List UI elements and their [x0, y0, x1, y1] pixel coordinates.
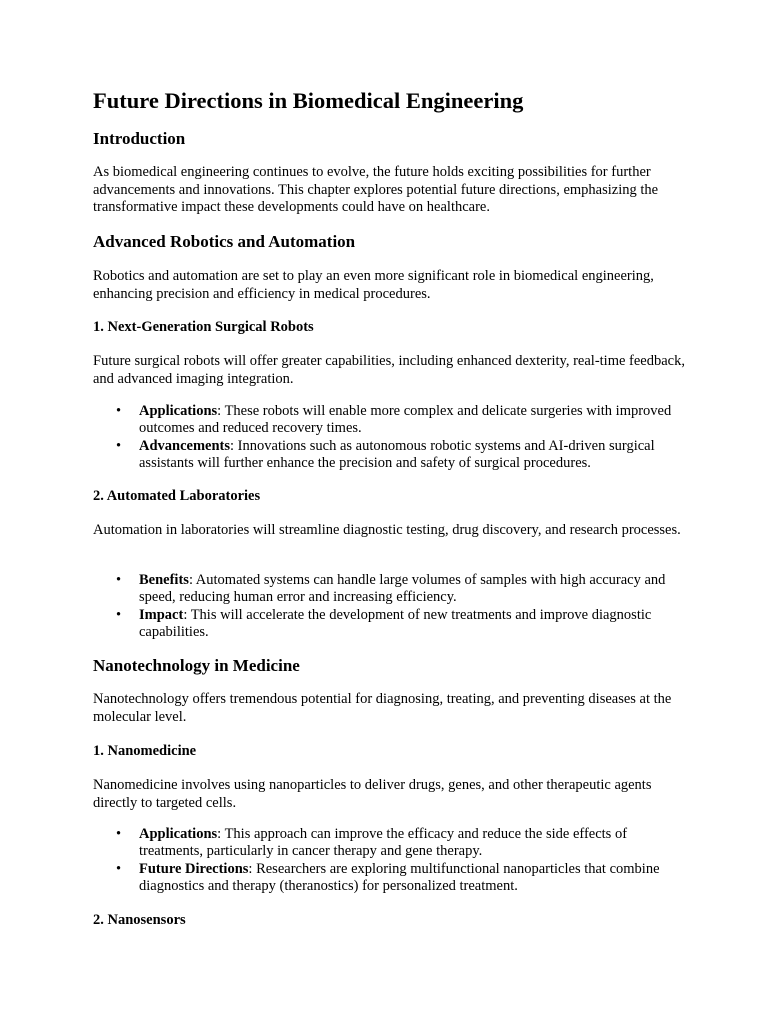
intro-paragraph: As biomedical engineering continues to evolve, the future holds exciting possibilities for further advancements and innovations. This chapter explores potential future directions, emphasizing the transformative impact these developments could have on healthcare. [93, 164, 659, 215]
bullet-icon: • [116, 826, 122, 842]
list-item [93, 861, 693, 895]
bullet-icon: • [116, 607, 122, 623]
list-item-term: Impact [139, 607, 184, 623]
bullet-icon: • [116, 438, 122, 454]
list-item [93, 607, 693, 641]
list-item [93, 572, 693, 606]
list-item-term: Applications [139, 826, 218, 842]
list-item-text: : This will accelerate the development of new treatments and improve diagnostic capabilities. [139, 607, 652, 640]
list-item-text: : This approach can improve the efficacy and reduce the side effects of treatments, particularly in cancer therapy and gene therapy. [139, 826, 628, 859]
list-item-term: Benefits [139, 572, 189, 588]
list-item [93, 438, 693, 472]
bullet-icon: • [116, 403, 122, 419]
bullet-icon: • [116, 572, 122, 588]
list-item-text: : These robots will enable more complex and delicate surgeries with improved outcomes and reduced recovery times. [139, 403, 672, 436]
automated-labs-list [93, 572, 693, 642]
list-item [93, 826, 693, 860]
surgical-robots-list [93, 403, 693, 473]
document-title: Future Directions in Biomedical Engineering [93, 88, 524, 113]
section-heading-nanotechnology: Nanotechnology in Medicine [93, 656, 300, 675]
subheading-automated-laboratories: 2. Automated Laboratories [93, 488, 261, 504]
nanomedicine-list [93, 826, 693, 896]
list-item-term: Advancements [139, 438, 231, 454]
section-heading-robotics: Advanced Robotics and Automation [93, 232, 356, 251]
list-item-text: : Automated systems can handle large volumes of samples with high accuracy and speed, reducing human error and increasing efficiency. [139, 572, 666, 605]
list-item-term: Applications [139, 403, 218, 419]
section-heading-introduction: Introduction [93, 129, 186, 148]
bullet-icon: • [116, 861, 122, 877]
robotics-paragraph: Robotics and automation are set to play an even more significant role in biomedical engineering, enhancing precision and efficiency in medical procedures. [93, 268, 654, 302]
surgical-robots-paragraph: Future surgical robots will offer greater capabilities, including enhanced dexterity, real-time feedback, and advanced imaging integration. [93, 353, 685, 387]
nanotechnology-paragraph: Nanotechnology offers tremendous potential for diagnosing, treating, and preventing diseases at the molecular level. [93, 691, 672, 725]
subheading-surgical-robots: 1. Next-Generation Surgical Robots [93, 319, 314, 335]
automated-labs-paragraph: Automation in laboratories will streamline diagnostic testing, drug discovery, and research processes. [93, 522, 681, 538]
list-item-text: : Innovations such as autonomous robotic systems and AI-driven surgical assistants will further enhance the precision and safety of surgical procedures. [139, 438, 655, 471]
list-item-term: Future Directions [139, 861, 249, 877]
list-item [93, 403, 693, 437]
subheading-nanosensors: 2. Nanosensors [93, 912, 186, 928]
list-item-text: : Researchers are exploring multifunctional nanoparticles that combine diagnostics and therapy (theranostics) for personalized treatment. [139, 861, 660, 894]
subheading-nanomedicine: 1. Nanomedicine [93, 743, 197, 759]
nanomedicine-paragraph: Nanomedicine involves using nanoparticles to deliver drugs, genes, and other therapeutic agents directly to targeted cells. [93, 777, 652, 811]
